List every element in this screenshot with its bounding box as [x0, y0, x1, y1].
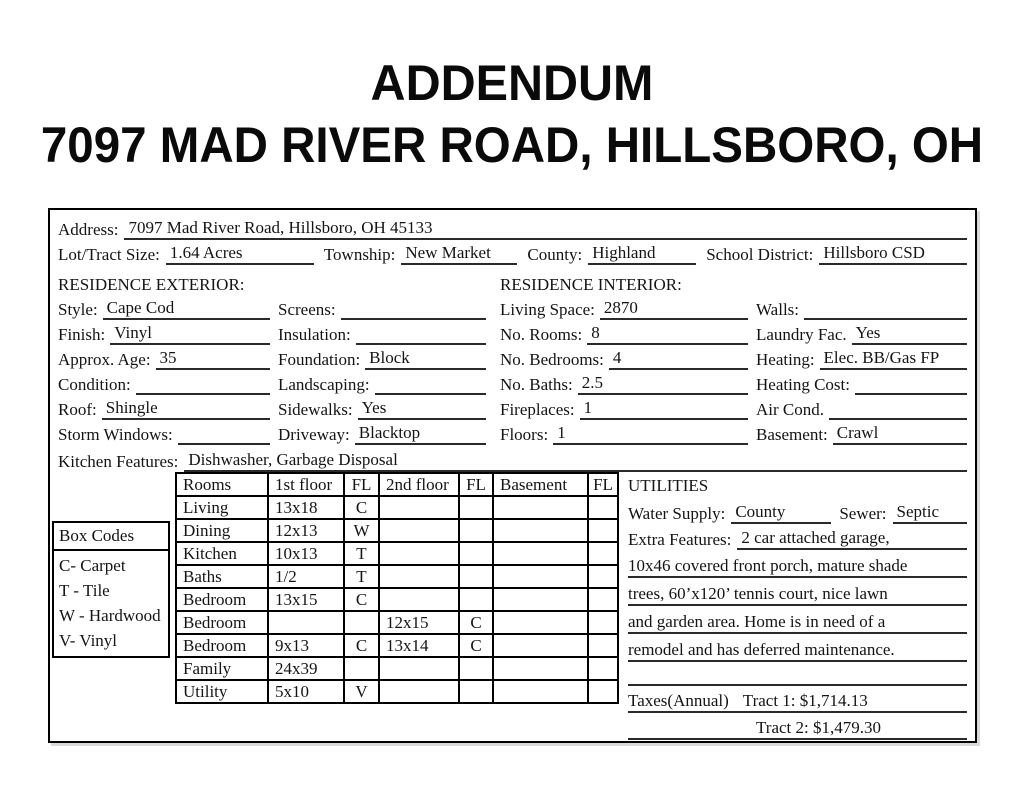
screens-label: Screens:: [278, 300, 336, 319]
room-cell: [493, 565, 588, 588]
room-cell: 24x39: [268, 657, 344, 680]
lot-size-value: 1.64 Acres: [166, 242, 314, 265]
no-baths-label: No. Baths:: [500, 375, 573, 394]
landscaping-label: Landscaping:: [278, 375, 370, 394]
sewer-value: Septic: [893, 501, 967, 524]
addendum-form-box: [48, 208, 977, 743]
room-cell: [588, 496, 618, 519]
room-cell: [588, 611, 618, 634]
room-cell: C: [459, 634, 493, 657]
room-cell: 5x10: [268, 680, 344, 703]
document-title: ADDENDUM: [370, 55, 654, 111]
room-cell: 1/2: [268, 565, 344, 588]
style-value: Cape Cod: [103, 297, 270, 320]
lot-row: [50, 240, 975, 265]
box-code-item: W - Hardwood: [59, 606, 161, 625]
school-district-value: Hillsboro CSD: [819, 242, 967, 265]
bottom-section: [50, 472, 975, 740]
exterior-row: [58, 345, 486, 370]
sewer-label: Sewer:: [839, 504, 887, 523]
heating-label: Heating:: [756, 350, 815, 369]
room-row: [176, 565, 618, 588]
room-cell: [588, 680, 618, 703]
basement-label: Basement:: [756, 425, 828, 444]
kitchen-features-label: Kitchen Features:: [58, 452, 179, 471]
box-code-item: V- Vinyl: [59, 631, 118, 650]
condition-label: Condition:: [58, 375, 131, 394]
township-label: Township:: [323, 245, 396, 264]
lot-size-label: Lot/Tract Size:: [58, 245, 160, 264]
box-code-item: C- Carpet: [59, 556, 126, 575]
room-cell: 12x13: [268, 519, 344, 542]
room-cell: [379, 588, 459, 611]
no-baths-value: 2.5: [578, 372, 748, 395]
room-cell: C: [344, 588, 379, 611]
approx-age-value: 35: [156, 347, 270, 370]
approx-age-label: Approx. Age:: [58, 350, 151, 369]
style-label: Style:: [58, 300, 98, 319]
extra-features-label: Extra Features:: [628, 530, 732, 549]
no-bedrooms-label: No. Bedrooms:: [500, 350, 604, 369]
room-cell: [493, 496, 588, 519]
fireplaces-label: Fireplaces:: [500, 400, 575, 419]
storm-windows-label: Storm Windows:: [58, 425, 173, 444]
interior-row: [500, 395, 967, 420]
room-cell: T: [344, 565, 379, 588]
utilities-heading: UTILITIES: [628, 476, 709, 495]
storm-windows-value: [178, 443, 270, 445]
living-space-value: 2870: [600, 297, 748, 320]
room-row: [176, 588, 618, 611]
room-cell: [493, 588, 588, 611]
property-address-title: 7097 MAD RIVER ROAD, HILLSBORO, OH: [40, 117, 984, 173]
interior-heading: RESIDENCE INTERIOR:: [500, 275, 682, 294]
extra-features-line: and garden area. Home is in need of a: [628, 606, 967, 634]
room-cell: [379, 519, 459, 542]
room-cell: T: [344, 542, 379, 565]
rooms-header-cell: 2nd floor: [379, 473, 459, 496]
room-cell: 9x13: [268, 634, 344, 657]
extra-features-line: trees, 60’x120’ tennis court, nice lawn: [628, 578, 967, 606]
county-label: County:: [527, 245, 583, 264]
basement-value: Crawl: [833, 422, 967, 445]
room-cell: C: [344, 634, 379, 657]
rooms-header-cell: 1st floor: [268, 473, 344, 496]
laundry-label: Laundry Fac.: [756, 325, 847, 344]
roof-label: Roof:: [58, 400, 97, 419]
room-cell: Family: [176, 657, 268, 680]
room-cell: [588, 542, 618, 565]
box-code-item: T - Tile: [59, 581, 110, 600]
room-cell: Living: [176, 496, 268, 519]
driveway-value: Blacktop: [355, 422, 486, 445]
spacer: [628, 662, 967, 676]
room-cell: C: [459, 611, 493, 634]
no-rooms-label: No. Rooms:: [500, 325, 583, 344]
walls-label: Walls:: [756, 300, 800, 319]
rooms-header-cell: FL: [344, 473, 379, 496]
room-cell: [344, 611, 379, 634]
room-cell: [493, 657, 588, 680]
room-cell: Bedroom: [176, 611, 268, 634]
rooms-header-cell: FL: [459, 473, 493, 496]
taxes-row: [628, 686, 967, 713]
room-cell: [588, 657, 618, 680]
rooms-table-body: [176, 496, 618, 703]
room-cell: Baths: [176, 565, 268, 588]
room-cell: 12x15: [379, 611, 459, 634]
room-row: [176, 519, 618, 542]
interior-row: [500, 295, 967, 320]
rooms-header-cell: Basement: [493, 473, 588, 496]
sidewalks-label: Sidewalks:: [278, 400, 353, 419]
room-cell: [493, 542, 588, 565]
residence-columns: [50, 269, 975, 445]
laundry-value: Yes: [852, 322, 967, 345]
room-cell: [459, 680, 493, 703]
exterior-heading: RESIDENCE EXTERIOR:: [58, 275, 245, 294]
air-cond-label: Air Cond.: [756, 400, 824, 419]
room-cell: 13x14: [379, 634, 459, 657]
kitchen-features-value: Dishwasher, Garbage Disposal: [184, 449, 967, 472]
address-value: 7097 Mad River Road, Hillsboro, OH 45133: [124, 217, 967, 240]
living-space-label: Living Space:: [500, 300, 595, 319]
room-cell: [493, 680, 588, 703]
interior-row: [500, 320, 967, 345]
interior-row: [500, 370, 967, 395]
room-cell: [588, 519, 618, 542]
county-value: Highland: [588, 242, 696, 265]
township-value: New Market: [401, 242, 517, 265]
kitchen-features-row: [50, 447, 975, 472]
rooms-table: [175, 472, 619, 704]
room-cell: V: [344, 680, 379, 703]
room-cell: 13x18: [268, 496, 344, 519]
exterior-row: [58, 370, 486, 395]
tract1-value: Tract 1: $1,714.13: [742, 691, 868, 710]
room-cell: Bedroom: [176, 588, 268, 611]
box-codes-heading: Box Codes: [54, 523, 168, 551]
room-cell: [379, 496, 459, 519]
foundation-value: Block: [365, 347, 486, 370]
utilities-section: [628, 474, 967, 740]
roof-value: Shingle: [102, 397, 270, 420]
finish-value: Vinyl: [110, 322, 270, 345]
room-row: [176, 611, 618, 634]
extra-features-row: [628, 524, 967, 550]
heating-value: Elec. BB/Gas FP: [820, 347, 967, 370]
room-row: [176, 680, 618, 703]
room-cell: 13x15: [268, 588, 344, 611]
residence-exterior-section: [58, 269, 486, 445]
insulation-label: Insulation:: [278, 325, 351, 344]
taxes-label: Taxes(Annual): [628, 691, 729, 710]
room-cell: [379, 542, 459, 565]
residence-interior-section: [500, 269, 967, 445]
box-codes-list: [54, 551, 168, 656]
room-cell: [379, 657, 459, 680]
box-codes-legend: [52, 521, 170, 658]
room-cell: [493, 634, 588, 657]
address-row: [50, 215, 975, 240]
room-cell: Bedroom: [176, 634, 268, 657]
extra-features-lines: [628, 550, 967, 662]
room-row: [176, 542, 618, 565]
room-cell: Kitchen: [176, 542, 268, 565]
exterior-row: [58, 320, 486, 345]
room-cell: [459, 519, 493, 542]
water-supply-value: County: [731, 501, 831, 524]
blank-underline: [628, 676, 967, 686]
tract2-row: [628, 713, 967, 740]
extra-features-line: 10x46 covered front porch, mature shade: [628, 550, 967, 578]
interior-row: [500, 345, 967, 370]
finish-label: Finish:: [58, 325, 106, 344]
sidewalks-value: Yes: [358, 397, 486, 420]
room-cell: 10x13: [268, 542, 344, 565]
room-cell: Dining: [176, 519, 268, 542]
no-bedrooms-value: 4: [609, 347, 748, 370]
room-cell: [459, 542, 493, 565]
room-cell: W: [344, 519, 379, 542]
room-cell: [459, 588, 493, 611]
room-cell: [459, 565, 493, 588]
address-label: Address:: [58, 220, 119, 239]
water-sewer-row: [628, 498, 967, 524]
exterior-row: [58, 420, 486, 445]
interior-row: [500, 420, 967, 445]
room-cell: [379, 680, 459, 703]
room-cell: [588, 634, 618, 657]
no-rooms-value: 8: [587, 322, 748, 345]
room-cell: [493, 519, 588, 542]
water-supply-label: Water Supply:: [628, 504, 726, 523]
room-cell: [344, 657, 379, 680]
exterior-row: [58, 295, 486, 320]
room-row: [176, 496, 618, 519]
extra-features-line: remodel and has deferred maintenance.: [628, 634, 967, 662]
floors-value: 1: [553, 422, 748, 445]
exterior-row: [58, 395, 486, 420]
tract2-value: Tract 2: $1,479.30: [756, 718, 881, 737]
room-cell: [379, 565, 459, 588]
room-cell: [588, 565, 618, 588]
room-cell: [268, 611, 344, 634]
rooms-table-head: [176, 473, 618, 496]
room-cell: C: [344, 496, 379, 519]
room-cell: Utility: [176, 680, 268, 703]
rooms-header-cell: Rooms: [176, 473, 268, 496]
room-cell: [493, 611, 588, 634]
room-cell: [459, 657, 493, 680]
foundation-label: Foundation:: [278, 350, 361, 369]
extra-features-first-line: 2 car attached garage,: [737, 527, 967, 550]
school-district-label: School District:: [706, 245, 814, 264]
floors-label: Floors:: [500, 425, 549, 444]
room-cell: [588, 588, 618, 611]
room-row: [176, 634, 618, 657]
room-cell: [459, 496, 493, 519]
driveway-label: Driveway:: [278, 425, 350, 444]
rooms-header-cell: FL: [588, 473, 618, 496]
room-row: [176, 657, 618, 680]
fireplaces-value: 1: [580, 397, 748, 420]
heating-cost-label: Heating Cost:: [756, 375, 850, 394]
